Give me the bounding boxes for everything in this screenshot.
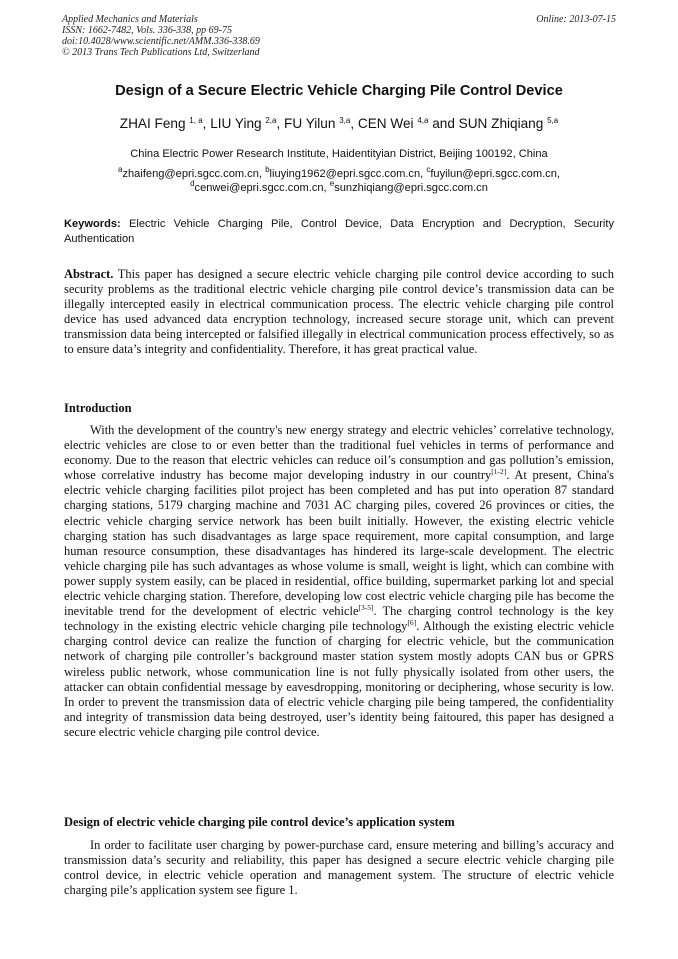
design-paragraph: In order to facilitate user charging by power-purchase card, ensure metering and billing’s accuracy and transmission data’s security and reliability, this paper has designed a secure electric vehicle charging pile control device, in electric vehicle operation and management system. The structure of electric vehicle charging pile’s application system see figure 1. [64,838,614,898]
abstract-text: This paper has designed a secure electric vehicle charging pile control device according to such security problems as the traditional electric vehicle charging pile control device’s transmission data can be illegally intercepted easily in electrical communication process. The electric vehicle charging pile control device has used advanced data encryption technology, increased secure storage unit, which can prevent transmission data being intercepted or falsified illegally in electrical communication process effectively, so as to ensure data’s integrity and confidentiality. Therefore, it has great practical value. [64,267,614,357]
online-date: Online: 2013-07-15 [536,14,616,25]
author-name: , LIU Ying [202,116,266,131]
body-text: With the development of the country's new energy strategy and electric vehicles’ correlative technology, electric vehicles are close to or even better than the traditional fuel vehicles in terms of performance and economy. Due to the reason that electric vehicles can reduce oil’s consumption and gas pollution’s emission, whose correlative industry has become major developing industry in our country [64,423,614,483]
email-address: zhaifeng@epri.sgcc.com.cn, [122,168,266,180]
author-name: ZHAI Feng [119,116,190,131]
citation: [3-5] [358,603,374,613]
abstract [64,267,614,358]
author-name: and SUN Zhiqiang [428,116,548,131]
abstract-label: Abstract. [64,267,114,281]
running-header [62,14,616,58]
email-mark: a [118,165,123,174]
section-heading-introduction: Introduction [64,401,132,415]
email-list [62,167,616,195]
author-name: , FU Yilun [276,116,340,131]
body-text: . At present, China's electric vehicle charging facilities pilot project has been completed and has put into operation 87 standard charging stations, 5179 charging machine and 7031 AC charging piles, covered 26 provinces or cities, the electric vehicle charging service network has been built initially. However, the existing electric vehicle charging station has such disadvantages as large space requirement, more capital consumption, and large human resource consumption, these disadvantages has hindered its large-scale development. The electric vehicle charging pile has such advantages as whose volume is small, weight is light, which can combine with power supply system easily, can be placed in residential, office building, supermarket parking lot and special electric vehicle charging station. Therefore, developing low cost electric vehicle charging pile has become the inevitable trend for the development of electric vehicle [64,468,614,619]
email-mark: c [426,165,431,174]
author-list [62,116,616,131]
affiliation: China Electric Power Research Institute, Haidentityian District, Beijing 100192, China [130,148,548,160]
author-affil-mark: 3,a [339,116,351,125]
author-affil-mark: 5,a [547,116,559,125]
email-mark: b [265,165,270,174]
author-affil-mark: 4,a [417,116,429,125]
email-address: sunzhiqiang@epri.sgcc.com.cn [334,182,488,194]
email-line [62,167,616,181]
keywords-text: Electric Vehicle Charging Pile, Control Device, Data Encryption and Decryption, Security Authentication [64,218,614,245]
email-line [62,181,616,195]
author-affil-mark: 1, a [189,116,203,125]
email-mark: d [190,179,195,188]
keywords [64,217,614,247]
paper-title: Design of a Secure Electric Vehicle Charging Pile Control Device [115,83,563,99]
email-address: fuyilun@epri.sgcc.com.cn, [430,168,560,180]
email-address: liuying1962@epri.sgcc.com.cn, [269,168,427,180]
publication-info [62,14,616,58]
author-affil-mark: 2,a [265,116,277,125]
email-address: cenwei@epri.sgcc.com.cn, [194,182,330,194]
introduction-paragraph [64,423,614,740]
citation: [6] [407,618,417,628]
doi-line: doi:10.4028/www.scientific.net/AMM.336-338.69 [62,36,260,47]
journal-name: Applied Mechanics and Materials [62,14,198,25]
section-heading-design: Design of electric vehicle charging pile control device’s application system [64,815,455,829]
body-text: . Although the existing electric vehicle charging control device can realize the function of charging for electric vehicle, but the communication network of charging pile controller’s background master station system mostly adopts CAN bus or GPRS wireless public network, whose communication line is not fully physically isolated from other users, the attacker can obtain confidential message by eavesdropping, monitoring or deciphering, whose security is low. In order to prevent the transmission data of electric vehicle charging pile being tampered, the confidentiality and integrity of transmission data being destroyed, user’s identity being faitoured, this paper has designed a secure electric vehicle charging pile control device. [64,619,615,739]
body-text: . The charging control technology is the key technology in the existing electric vehicle charging pile technology [64,604,614,634]
author-name: , CEN Wei [350,116,418,131]
issn-line: ISSN: 1662-7482, Vols. 336-338, pp 69-75 [62,25,232,36]
keywords-label: Keywords: [64,218,121,230]
copyright-line: © 2013 Trans Tech Publications Ltd, Switzerland [62,47,260,58]
email-mark: e [329,179,335,188]
citation: [1-2] [491,467,507,477]
